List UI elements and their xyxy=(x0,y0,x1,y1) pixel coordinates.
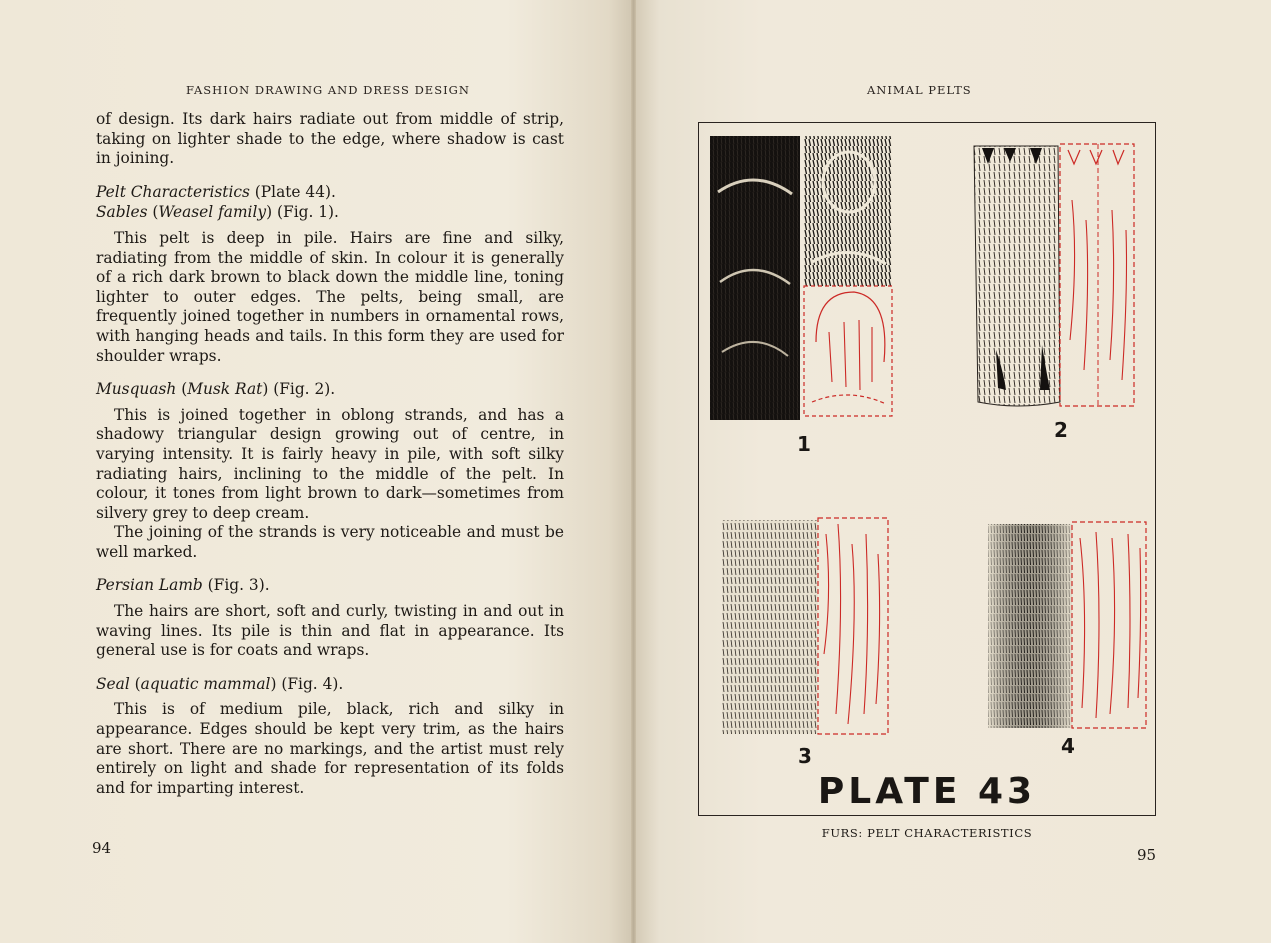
plate-caption: FURS: PELT CHARACTERISTICS xyxy=(821,826,1033,840)
plate-title: PLATE 43 xyxy=(817,771,1037,812)
persian-lamb-paragraph: The hairs are short, soft and curly, twisting in and out in waving lines. Its pile is thin and flat in appearance. Its general use is for coats and wraps. xyxy=(96,602,564,660)
fig-1-sable-pelt xyxy=(704,132,896,424)
left-page-number: 94 xyxy=(92,839,112,857)
pelt-characteristics-heading: Pelt Characteristics (Plate 44). xyxy=(96,182,336,201)
fig-4-seal-pelt xyxy=(984,518,1150,732)
musquash-joining-paragraph: The joining of the strands is very noticeable and must be well marked. xyxy=(96,523,564,561)
musquash-paragraph: This is joined together in oblong strands, and has a shadowy triangular design growing out of centre, in varying intensity. It is fairly heavy in pile, with soft silky radiating hairs, inclining to the middle of the pelt. In colour, it tones from light brown to dark—sometimes from silvery grey to deep cream. xyxy=(96,405,564,522)
sables-paragraph: This pelt is deep in pile. Hairs are fine and silky, radiating from the middle of skin. In colour it is generally of a rich dark brown to black down the middle line, toning lighter to outer edges. The pelts, being small, are frequently joined together in numbers in ornamental rows, with hanging heads and tails. In this form they are used for shoulder wraps. xyxy=(96,228,564,365)
seal-paragraph: This is of medium pile, black, rich and silky in appearance. Edges should be kept very trim, as the hairs are short. There are no markings, and the artist must rely entirely on light and shade for representation of its folds and for imparting interest. xyxy=(96,700,564,797)
fig-4-label: 4 xyxy=(1061,734,1075,758)
fig-3-label: 3 xyxy=(798,744,812,768)
left-running-head: FASHION DRAWING AND DRESS DESIGN xyxy=(186,83,470,97)
fig-2-label: 2 xyxy=(1054,418,1068,442)
fig-2-musquash-pelt xyxy=(968,140,1144,414)
seal-heading: Seal (aquatic mammal) (Fig. 4). xyxy=(96,674,344,693)
right-page-number: 95 xyxy=(1137,846,1157,864)
sables-heading: Sables (Weasel family) (Fig. 1). xyxy=(96,203,339,222)
book-gutter xyxy=(631,0,636,943)
fig-1-label: 1 xyxy=(797,432,811,456)
fig-3-persian-lamb-pelt xyxy=(718,514,892,738)
right-running-head: ANIMAL PELTS xyxy=(867,83,972,97)
musquash-heading: Musquash (Musk Rat) (Fig. 2). xyxy=(96,380,336,399)
intro-paragraph: of design. Its dark hairs radiate out from middle of strip, taking on lighter shade to the edge, where shadow is cast in joining. xyxy=(96,110,564,168)
left-body-text xyxy=(96,110,564,798)
persian-lamb-heading: Persian Lamb (Fig. 3). xyxy=(96,576,270,595)
